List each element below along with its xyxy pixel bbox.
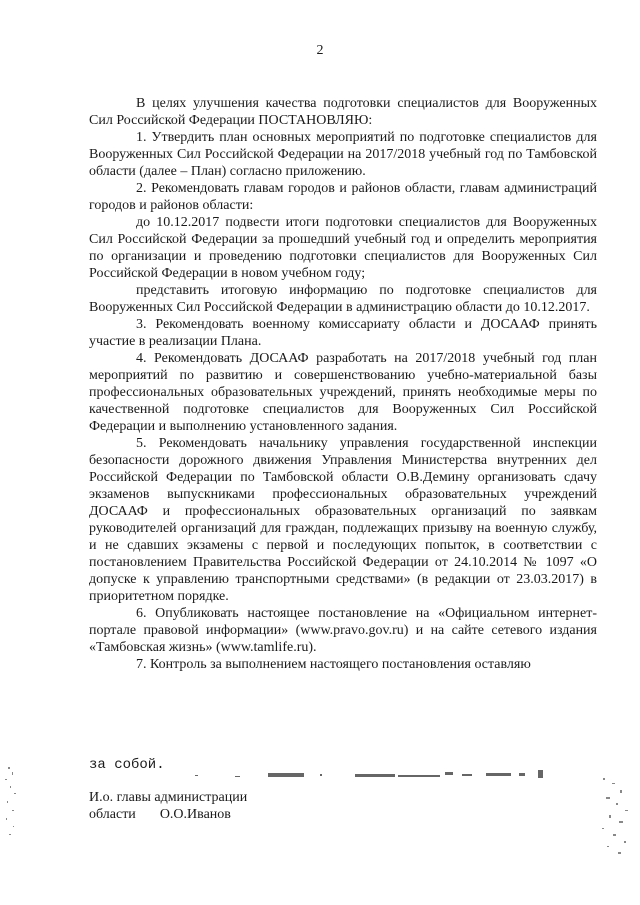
paragraph-item-4: 4. Рекомендовать ДОСААФ разработать на 2017/2018 учебный год план мероприятий по развитию и совершенствованию учебно-материальной базы профессиональных образовательных учреждений, принять необходимые меры по качественной подготовке специалистов для Вооруженных Сил Российской Федерации и выполнению установленного задания. [89,351,597,434]
signature-title-line2 [89,806,389,823]
scan-left-edge-noise [5,767,16,835]
signature-title-line1: И.о. главы администрации [89,790,248,805]
paragraph-item-1: 1. Утвердить план основных мероприятий по подготовке специалистов для Вооруженных Сил Российской Федерации на 2017/2018 учебный год по Тамбовской области (далее – План) согласно приложению. [89,130,597,179]
signature-title-line2-text: области [89,807,136,822]
signature-name: О.О.Иванов [159,807,231,822]
scan-right-edge-noise [602,778,628,854]
paragraph-item-2-sub-2: представить итоговую информацию по подготовке специалистов для Вооруженных Сил Российской Федерации в администрацию области до 10.12.2017. [89,283,597,315]
typed-continuation: за собой. [89,757,165,773]
paragraph-item-2-sub-1: до 10.12.2017 подвести итоги подготовки специалистов для Вооруженных Сил Российской Федерации за прошедший учебный год и определить мероприятия по организации и проведению подготовки специалистов для Вооруженных Сил Российской Федерации в новом учебном году; [89,215,597,281]
page-number: 2 [316,43,324,58]
paragraph-item-7: 7. Контроль за выполнением настоящего постановления оставляю [136,657,531,672]
paragraph-item-5: 5. Рекомендовать начальнику управления государственной инспекции безопасности дорожного движения Управления Министерства внутренних дел Российской Федерации по Тамбовской области О.В.Демину организовать сдачу экзаменов выпускниками профессиональных образовательных учреждений ДОСААФ и профессиональных образовательных организаций по заявкам руководителей организаций для граждан, подлежащих призыву на военную службу, и не сдавших экзамены с первой и последующих попыток, в соответствии с постановлением Правительства Российской Федерации от 24.10.2014 № 1097 «О допуске к управлению транспортными средствами» (в редакции от 23.03.2017) в приоритетном порядке. [89,436,597,604]
document-body [89,95,597,673]
paragraph-item-2: 2. Рекомендовать главам городов и районов области, главам администраций городов и районов области: [89,181,597,213]
paragraph-item-6: 6. Опубликовать настоящее постановление на «Официальном интернет-портале правовой информации» (www.pravo.gov.ru) и на сайте сетевого издания «Тамбовская жизнь» (www.tamlife.ru). [89,606,597,655]
signature-block [89,789,389,823]
paragraph-preamble: В целях улучшения качества подготовки специалистов для Вооруженных Сил Российской Федерации ПОСТАНОВЛЯЮ: [89,96,597,128]
paragraph-item-3: 3. Рекомендовать военному комиссариату области и ДОСААФ принять участие в реализации Плана. [89,317,597,349]
